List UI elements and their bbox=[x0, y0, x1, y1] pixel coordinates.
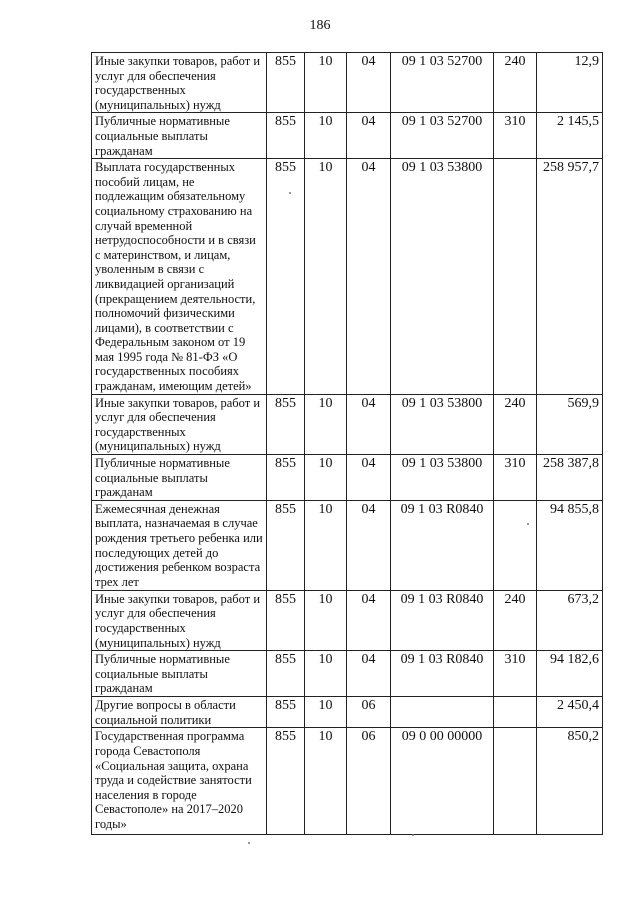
table-row bbox=[92, 53, 603, 113]
row-sum: 94 182,6 bbox=[537, 651, 603, 697]
row-name: Иные закупки товаров, работ и услуг для обеспечения государственных (муниципальных) нужд bbox=[92, 394, 267, 454]
table-row bbox=[92, 394, 603, 454]
table-row bbox=[92, 697, 603, 728]
row-csr: 09 1 03 R0840 bbox=[391, 651, 494, 697]
row-rz: 10 bbox=[305, 697, 347, 728]
row-vr: 240 bbox=[494, 394, 537, 454]
row-sum: 12,9 bbox=[537, 53, 603, 113]
table-row bbox=[92, 455, 603, 501]
row-pr: 06 bbox=[347, 728, 391, 835]
row-sum: 2 450,4 bbox=[537, 697, 603, 728]
row-vr: 310 bbox=[494, 113, 537, 159]
budget-table bbox=[91, 52, 603, 835]
row-rz: 10 bbox=[305, 651, 347, 697]
scan-speck bbox=[289, 192, 291, 194]
row-name: Публичные нормативные социальные выплаты гражданам bbox=[92, 455, 267, 501]
scan-speck bbox=[527, 523, 529, 525]
row-ved: 855 bbox=[267, 455, 305, 501]
row-rz: 10 bbox=[305, 394, 347, 454]
row-ved: 855 bbox=[267, 728, 305, 835]
row-vr bbox=[494, 728, 537, 835]
row-name: Другие вопросы в области социальной политики bbox=[92, 697, 267, 728]
row-pr: 06 bbox=[347, 697, 391, 728]
table-row bbox=[92, 651, 603, 697]
table-row bbox=[92, 590, 603, 650]
row-csr: 09 0 00 00000 bbox=[391, 728, 494, 835]
page-number: 186 bbox=[309, 18, 331, 33]
row-vr: 310 bbox=[494, 651, 537, 697]
row-csr bbox=[391, 697, 494, 728]
row-name: Государственная программа города Севастополя «Социальная защита, охрана труда и содействие занятости населения в городе Севастополе» на 2017–2020 годы» bbox=[92, 728, 267, 835]
table-row bbox=[92, 728, 603, 835]
row-vr: 240 bbox=[494, 590, 537, 650]
row-pr: 04 bbox=[347, 455, 391, 501]
row-pr: 04 bbox=[347, 651, 391, 697]
row-rz: 10 bbox=[305, 113, 347, 159]
row-pr: 04 bbox=[347, 590, 391, 650]
row-pr: 04 bbox=[347, 394, 391, 454]
table-row bbox=[92, 113, 603, 159]
row-vr: 310 bbox=[494, 455, 537, 501]
row-sum: 94 855,8 bbox=[537, 500, 603, 590]
row-vr bbox=[494, 500, 537, 590]
row-pr: 04 bbox=[347, 53, 391, 113]
row-sum: 673,2 bbox=[537, 590, 603, 650]
row-pr: 04 bbox=[347, 113, 391, 159]
row-name: Публичные нормативные социальные выплаты гражданам bbox=[92, 651, 267, 697]
row-csr: 09 1 03 52700 bbox=[391, 113, 494, 159]
row-name: Ежемесячная денежная выплата, назначаемая в случае рождения третьего ребенка или последующих детей до достижения ребенком возраста трех лет bbox=[92, 500, 267, 590]
row-vr bbox=[494, 697, 537, 728]
row-name: Публичные нормативные социальные выплаты гражданам bbox=[92, 113, 267, 159]
row-csr: 09 1 03 52700 bbox=[391, 53, 494, 113]
row-csr: 09 1 03 R0840 bbox=[391, 500, 494, 590]
row-sum: 258 387,8 bbox=[537, 455, 603, 501]
row-ved: 855 bbox=[267, 159, 305, 395]
row-csr: 09 1 03 53800 bbox=[391, 159, 494, 395]
row-vr bbox=[494, 159, 537, 395]
row-csr: 09 1 03 53800 bbox=[391, 394, 494, 454]
row-name: Выплата государственных пособий лицам, не подлежащим обязательному социальному страхованию на случай временной нетрудоспособности и в связи с материнством, и лицам, уволенным в связи с ликвидацией организаций (прекращением деятельности, полномочий физическими лицами), в соответствии с Федеральным законом от 19 мая 1995 года № 81-ФЗ «О государственных пособиях гражданам, имеющим детей» bbox=[92, 159, 267, 395]
row-rz: 10 bbox=[305, 455, 347, 501]
row-rz: 10 bbox=[305, 728, 347, 835]
row-sum: 569,9 bbox=[537, 394, 603, 454]
row-csr: 09 1 03 53800 bbox=[391, 455, 494, 501]
row-pr: 04 bbox=[347, 159, 391, 395]
row-rz: 10 bbox=[305, 159, 347, 395]
table-row bbox=[92, 500, 603, 590]
row-name: Иные закупки товаров, работ и услуг для обеспечения государственных (муниципальных) нужд bbox=[92, 590, 267, 650]
row-sum: 258 957,7 bbox=[537, 159, 603, 395]
row-vr: 240 bbox=[494, 53, 537, 113]
row-csr: 09 1 03 R0840 bbox=[391, 590, 494, 650]
row-sum: 850,2 bbox=[537, 728, 603, 835]
row-ved: 855 bbox=[267, 590, 305, 650]
row-ved: 855 bbox=[267, 53, 305, 113]
row-name: Иные закупки товаров, работ и услуг для обеспечения государственных (муниципальных) нужд bbox=[92, 53, 267, 113]
scan-speck bbox=[248, 842, 250, 844]
row-rz: 10 bbox=[305, 500, 347, 590]
row-ved: 855 bbox=[267, 651, 305, 697]
scan-speck bbox=[412, 834, 414, 836]
row-sum: 2 145,5 bbox=[537, 113, 603, 159]
row-pr: 04 bbox=[347, 500, 391, 590]
row-ved: 855 bbox=[267, 697, 305, 728]
row-ved: 855 bbox=[267, 113, 305, 159]
table-row bbox=[92, 159, 603, 395]
row-rz: 10 bbox=[305, 590, 347, 650]
row-rz: 10 bbox=[305, 53, 347, 113]
row-ved: 855 bbox=[267, 394, 305, 454]
row-ved: 855 bbox=[267, 500, 305, 590]
